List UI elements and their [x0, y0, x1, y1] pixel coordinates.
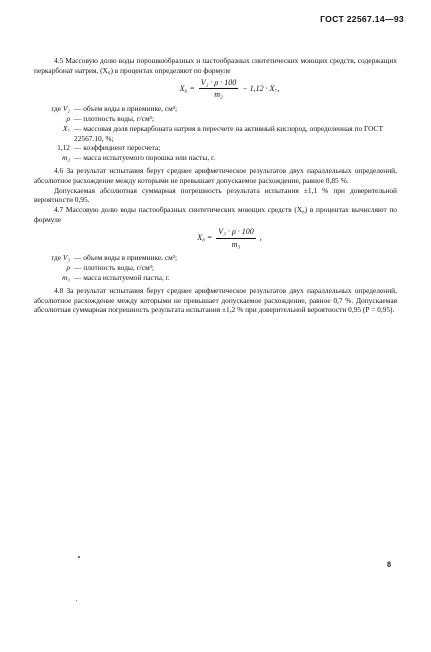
definition-text: — плотность воды, г/см³;: [74, 263, 154, 273]
definition-text: — объем воды в приемнике, см³;: [74, 253, 178, 263]
formula-x6: [62, 78, 397, 101]
formula-x6-tail: − 1,12 · X₇,: [242, 83, 280, 93]
definition-symbol: ρ: [66, 263, 70, 273]
formula-x8-denominator: m₃: [231, 239, 241, 249]
definition-symbol: m₂: [62, 153, 70, 163]
formula-x6-denominator: m₂: [214, 90, 223, 100]
section-4-7-text: 4.7 Массовую долю воды пастообразных синтетических моющих средств (X₈) в процентах вычисляют по формуле: [34, 205, 397, 224]
definition-symbol: 1,12: [57, 143, 70, 153]
definition-row: [34, 143, 397, 153]
definition-row: [34, 263, 397, 273]
definition-row: [34, 124, 397, 144]
definition-text: — плотность воды, г/см³;: [74, 113, 154, 123]
definition-text: — массовая доля перкарбоната натрия в пересчете на активный кислород, определенная по ГОСТ 22567.10, %;: [74, 123, 383, 143]
definition-row: [34, 104, 397, 114]
where-label: где: [51, 104, 62, 114]
definition-text: — масса испытуемого порошка или пасты, г.: [74, 153, 216, 163]
formula-x8-lhs: X₈ =: [197, 233, 213, 243]
definition-text: — масса испытуемой пасты, г.: [74, 272, 170, 282]
definition-row: [34, 273, 397, 283]
document-body: [34, 56, 397, 315]
section-4-6-text: 4.6 За результат испытания берут среднее арифметическое результатов двух параллельных определений, абсолютное расхождение между которыми не превышает допускаемое расхождение, равное 0,85 %.: [34, 165, 397, 185]
section-4-6-text2: Допускаемая абсолютная суммарная погрешность результата испытания ±1,1 % при доверительной вероятности 0,95.: [34, 185, 397, 205]
scan-speck: [76, 600, 77, 601]
formula-x8-numerator: V₃ · ρ · 100: [216, 227, 256, 239]
section-4-8-text: 4.8 За результат испытания берут среднее арифметическое результатов двух параллельных определений, абсолютное расхождение между которыми не превышает допускаемое расхождение, равное 0,7 %. Допускаемая абсолютная суммарная погрешность результата испытания ±1,2 % при доверительной вероятности 0,95 (P = 0,95).: [34, 285, 397, 315]
definition-text: — объем воды в приемнике, см³;: [74, 104, 178, 114]
section-4-5-definitions: [34, 104, 397, 163]
definition-text: — коэффициент пересчета;: [74, 143, 161, 153]
section-4-5-text: 4.5 Массовую долю воды порошкообразных и пастообразных синтетических моющих средств, содержащих перкарбонат натрия, (X₆) в процентах определяют по формуле: [34, 56, 397, 75]
definition-symbol: ρ: [66, 113, 70, 123]
formula-x8-fraction: [216, 227, 256, 250]
formula-x8: [62, 227, 397, 250]
standard-header: ГОСТ 22567.14—93: [320, 14, 404, 24]
scan-speck: [78, 556, 80, 558]
definition-symbol: X₇: [62, 123, 70, 133]
definition-row: [34, 253, 397, 263]
definition-symbol: V₂: [62, 104, 70, 114]
definition-symbol: V₃: [62, 253, 70, 263]
where-label: где: [51, 253, 62, 263]
definition-row: [34, 153, 397, 163]
definition-symbol: m₃: [62, 272, 70, 282]
formula-x6-lhs: X₆ =: [179, 83, 195, 93]
formula-x6-numerator: V₂ · ρ · 100: [199, 78, 239, 90]
formula-x6-fraction: [199, 78, 239, 101]
section-4-7-definitions: [34, 253, 397, 282]
page-number: 8: [387, 560, 391, 569]
definition-row: [34, 114, 397, 124]
formula-x8-tail: ,: [259, 233, 262, 243]
